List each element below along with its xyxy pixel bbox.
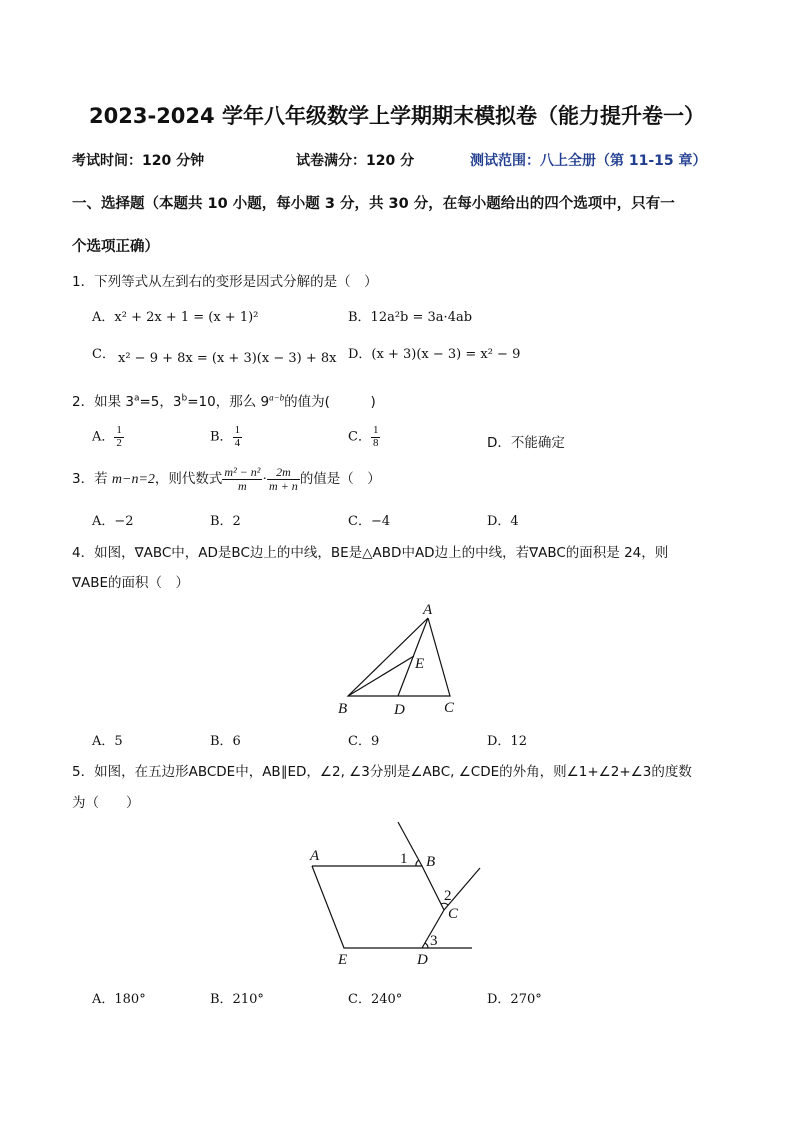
q1-option-b: B．12a²b = 3a·4ab: [348, 310, 473, 325]
label-c: C: [448, 906, 459, 922]
q2-stem: 2．如果 $3^a=5$，$3^b=10$，那么 $9^{a-b}$的值为( ): [72, 392, 376, 410]
q1-option-a: A．x² + 2x + 1 = (x + 1)²: [92, 310, 259, 325]
q2-option-a: A． $\frac{1}{2}$: [92, 424, 122, 449]
q2-option-d: D．不能确定: [487, 435, 565, 451]
q4-stem-line2: ∇ABE的面积（ ）: [72, 575, 190, 591]
q5-option-d: D．270°: [487, 992, 542, 1007]
angle-1-arc: [416, 860, 419, 866]
exam-scope: 测试范围：八上全册（第 11-15 章）: [470, 153, 707, 169]
q1-stem: 1．下列等式从左到右的变形是因式分解的是（ ）: [72, 274, 378, 290]
q4-triangle-figure: [330, 598, 470, 720]
q5-option-c: C．240°: [348, 992, 403, 1007]
q4-option-b: B．6: [210, 734, 241, 749]
q4-option-c: C．9: [348, 734, 380, 749]
angle-3-label: 3: [430, 933, 438, 949]
label-e: E: [338, 952, 348, 968]
page-title: 2023-2024 学年八年级数学上学期期末模拟卷（能力提升卷一）: [89, 104, 705, 128]
median-be: [348, 656, 414, 696]
label-b: B: [338, 701, 348, 717]
label-e: E: [415, 656, 425, 672]
full-score: 试卷满分：120 分: [296, 153, 415, 169]
section-heading-line2: 个选项正确）: [72, 239, 159, 255]
q5-pentagon-figure: [300, 818, 490, 970]
q3-option-d: D．4: [487, 514, 519, 529]
q2-option-b: B． $\frac{1}{4}$: [210, 424, 241, 449]
section-heading-line1: 一、选择题（本题共 10 小题，每小题 3 分，共 30 分，在每小题给出的四个选项中，只有一: [72, 196, 675, 212]
label-d: D: [394, 702, 405, 718]
exam-time: 考试时间：120 分钟: [72, 153, 205, 169]
q5-stem-line1: 5．如图，在五边形ABCDE中，AB∥ED，∠2, ∠3分别是∠ABC, ∠CDE的外角，则∠1+∠2+∠3的度数: [72, 764, 692, 780]
q1-option-d: D．(x + 3)(x − 3) = x² − 9: [348, 347, 521, 362]
triangle-abc: [348, 618, 450, 696]
q5-stem-line2: 为（ ）: [72, 795, 140, 811]
q3-option-c: C．−4: [348, 514, 391, 529]
angle-1-label: 1: [400, 851, 408, 867]
q1-option-c: x² − 9 + 8x = (x + 3)(x − 3) + 8x: [118, 351, 337, 366]
label-d: D: [417, 952, 428, 968]
label-b: B: [426, 854, 436, 870]
q4-option-d: D．12: [487, 734, 527, 749]
angle-2-label: 2: [444, 888, 452, 904]
q3-stem: 3．若 m−n=2，则代数式 $\frac{\text{m² − n²}}{m}$ · $\frac{2m}{m + n}$ 的值是（ ）: [72, 465, 381, 493]
q4-stem-line1: 4．如图，∇ABC中，AD是BC边上的中线，BE是△ABD中AD边上的中线，若∇ABC的面积是 24，则: [72, 545, 669, 561]
label-a: A: [423, 602, 433, 618]
q2-option-c: C． $\frac{1}{8}$: [348, 424, 379, 449]
q1-option-c-label: C．: [92, 347, 115, 362]
label-a: A: [310, 848, 320, 864]
pentagon-abcde: [312, 866, 444, 948]
q3-option-a: A．−2: [92, 514, 134, 529]
label-c: C: [444, 700, 455, 716]
q5-option-b: B．210°: [210, 992, 264, 1007]
q3-option-b: B．2: [210, 514, 241, 529]
angle-3-arc: [425, 943, 428, 948]
q5-option-a: A．180°: [92, 992, 146, 1007]
q4-option-a: A．5: [92, 734, 123, 749]
